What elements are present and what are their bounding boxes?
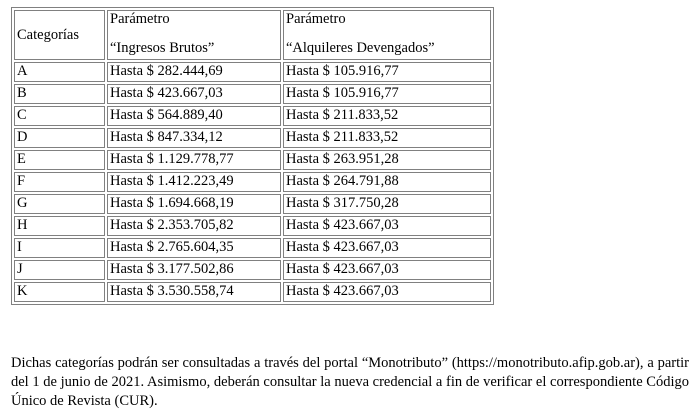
header-ingresos-line1: Parámetro [110,11,170,27]
ingresos-cell: Hasta $ 847.334,12 [107,128,281,148]
table-row [14,172,491,192]
category-cell: B [14,84,105,104]
alquileres-cell: Hasta $ 423.667,03 [283,260,491,280]
ingresos-cell: Hasta $ 3.530.558,74 [107,282,281,302]
category-cell: I [14,238,105,258]
ingresos-cell: Hasta $ 2.765.604,35 [107,238,281,258]
header-ingresos-line2: “Ingresos Brutos” [110,40,215,56]
alquileres-cell: Hasta $ 211.833,52 [283,106,491,126]
alquileres-cell: Hasta $ 423.667,03 [283,238,491,258]
alquileres-cell: Hasta $ 423.667,03 [283,216,491,236]
header-alquileres-devengados [283,10,491,60]
table-row [14,150,491,170]
table-row [14,84,491,104]
category-cell: E [14,150,105,170]
header-ingresos-brutos [107,10,281,60]
alquileres-cell: Hasta $ 105.916,77 [283,84,491,104]
category-cell: K [14,282,105,302]
alquileres-cell: Hasta $ 264.791,88 [283,172,491,192]
ingresos-cell: Hasta $ 564.889,40 [107,106,281,126]
category-cell: D [14,128,105,148]
table-row [14,216,491,236]
alquileres-cell: Hasta $ 263.951,28 [283,150,491,170]
category-cell: C [14,106,105,126]
table-row [14,194,491,214]
category-cell: H [14,216,105,236]
alquileres-cell: Hasta $ 105.916,77 [283,62,491,82]
category-cell: A [14,62,105,82]
alquileres-cell: Hasta $ 211.833,52 [283,128,491,148]
categories-table [11,7,494,305]
header-categorias: Categorías [14,10,105,60]
ingresos-cell: Hasta $ 3.177.502,86 [107,260,281,280]
ingresos-cell: Hasta $ 423.667,03 [107,84,281,104]
table-row [14,238,491,258]
alquileres-cell: Hasta $ 317.750,28 [283,194,491,214]
category-cell: G [14,194,105,214]
header-alquileres-line1: Parámetro [286,11,346,27]
category-cell: J [14,260,105,280]
ingresos-cell: Hasta $ 1.694.668,19 [107,194,281,214]
note-paragraph: Dichas categorías podrán ser consultadas a través del portal “Monotributo” (https://monotributo.afip.gob.ar), a partir del 1 de junio de 2021. Asimismo, deberán consultar la nueva credencial a fin de verificar el correspondiente Código Único de Revista (CUR). [11,355,689,409]
table-row [14,260,491,280]
table-row [14,106,491,126]
ingresos-cell: Hasta $ 2.353.705,82 [107,216,281,236]
alquileres-cell: Hasta $ 423.667,03 [283,282,491,302]
category-cell: F [14,172,105,192]
table-row [14,62,491,82]
ingresos-cell: Hasta $ 1.129.778,77 [107,150,281,170]
header-alquileres-line2: “Alquileres Devengados” [286,40,435,56]
table-header-row [14,10,491,60]
table-row [14,282,491,302]
ingresos-cell: Hasta $ 282.444,69 [107,62,281,82]
table-row [14,128,491,148]
ingresos-cell: Hasta $ 1.412.223,49 [107,172,281,192]
